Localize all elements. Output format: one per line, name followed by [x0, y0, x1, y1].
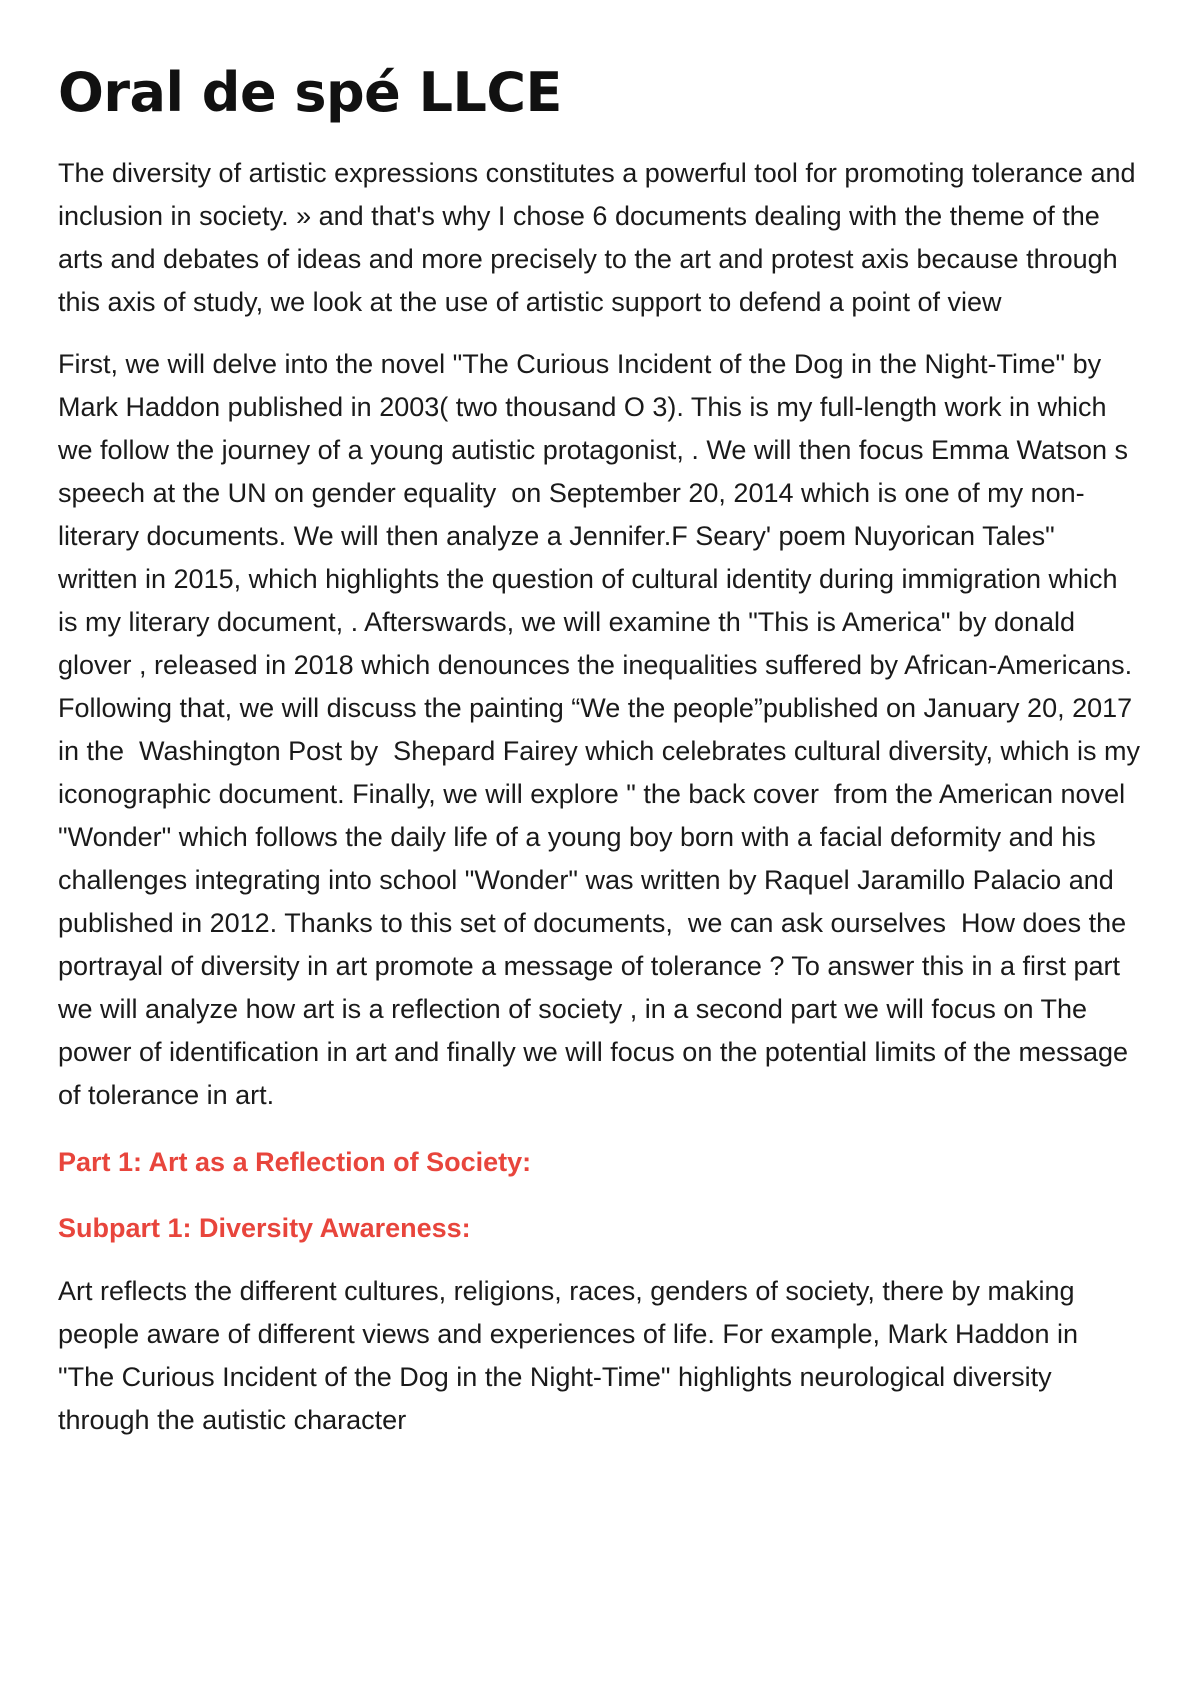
intro-paragraph: The diversity of artistic expressions constitutes a powerful tool for promoting tolerance and inclusion in society. » and that's why I chose 6 documents dealing with the theme of the arts and debates of ideas and more precisely to the art and protest axis because through this axis of study, we look at the use of artistic support to defend a point of view	[58, 158, 1144, 317]
page-title: Oral de spé LLCE	[58, 61, 562, 124]
part-1-heading: Part 1: Art as a Reflection of Society:	[58, 1147, 532, 1177]
subpart-1-heading: Subpart 1: Diversity Awareness:	[58, 1213, 471, 1243]
subpart-1-paragraph: Art reflects the different cultures, religions, races, genders of society, there by making people aware of different views and experiences of life. For example, Mark Haddon in "The Curious Incident of the Dog in the Night-Time" highlights neurological diversity through the autistic character	[58, 1276, 1086, 1435]
overview-paragraph: First, we will delve into the novel "The Curious Incident of the Dog in the Night-Time" by Mark Haddon published in 2003( two thousand O 3). This is my full-length work in which we follow the journey of a young autistic protagonist, . We will then focus Emma Watson s speech at the UN on gender equality on September 20, 2014 which is one of my non-literary documents. We will then analyze a Jennifer.F Seary' poem Nuyorican Tales" written in 2015, which highlights the question of cultural identity during immigration which is my literary document, . Afterswards, we will examine th "This is America" by donald glover , released in 2018 which denounces the inequalities suffered by African-Americans. Following that, we will discuss the painting “We the people”published on January 20, 2017 in the Washington Post by Shepard Fairey which celebrates cultural diversity, which is my iconographic document. Finally, we will explore " the back cover from the American novel "Wonder" which follows the daily life of a young boy born with a facial deformity and his challenges integrating into school "Wonder" was written by Raquel Jaramillo Palacio and published in 2012. Thanks to this set of documents, we can ask ourselves How does the portrayal of diversity in art promote a message of tolerance ? To answer this in a first part we will analyze how art is a reflection of society , in a second part we will focus on The power of identification in art and finally we will focus on the potential limits of the message of tolerance in art.	[58, 349, 1148, 1110]
